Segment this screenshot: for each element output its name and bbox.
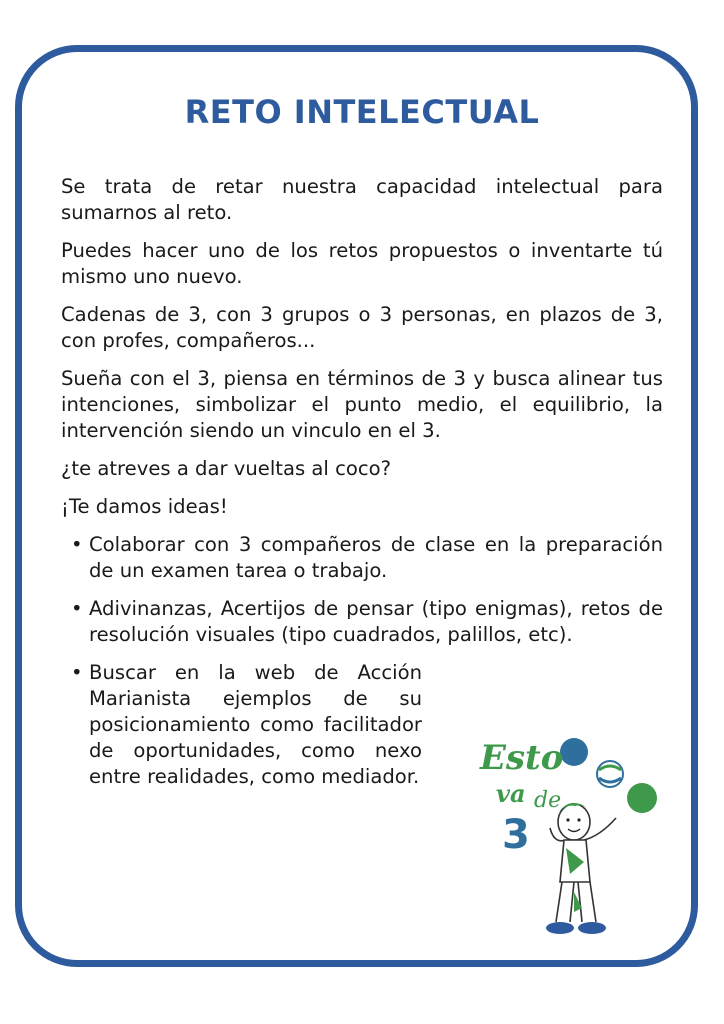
left-shoe-icon	[546, 922, 574, 934]
paragraph: ¡Te damos ideas!	[61, 495, 228, 518]
list-item-text: Adivinanzas, Acertijos de pensar (tipo enigmas), retos de resolución visuales (tipo cuadrados, palillos, etc).	[89, 597, 663, 646]
bullet-icon: •	[71, 533, 83, 556]
paragraph: Se trata de retar nuestra capacidad intelectual para sumarnos al reto.	[61, 175, 663, 224]
list-item	[61, 660, 422, 790]
list-item	[61, 532, 663, 584]
paragraph: Cadenas de 3, con 3 grupos o 3 personas, en plazos de 3, con profes, compañeros...	[61, 303, 663, 352]
left-leg-icon	[556, 882, 562, 922]
green-ball-icon	[627, 783, 657, 813]
logo-word-esto: Esto	[480, 738, 564, 778]
paragraph: Puedes hacer uno de los retos propuestos o inventarte tú mismo uno nuevo.	[61, 239, 663, 288]
logo-number-3: 3	[502, 812, 530, 858]
bullet-icon: •	[71, 597, 83, 620]
logo-word-de: de	[534, 788, 562, 813]
right-shoe-icon	[578, 922, 606, 934]
logo-word-va: va	[496, 779, 526, 808]
list-item	[61, 596, 663, 648]
esto-va-de-3-logo	[470, 732, 670, 942]
list-item-text: Buscar en la web de Acción Marianista ejemplos de su posicionamiento como facilitador de oportunidades, como nexo entre realidades, como mediador.	[89, 661, 422, 788]
page-title: RETO INTELECTUAL	[184, 93, 540, 131]
paragraph: ¿te atreves a dar vueltas al coco?	[61, 457, 392, 480]
list-item-text: Colaborar con 3 compañeros de clase en la preparación de un examen tarea o trabajo.	[89, 533, 663, 582]
blue-ball-icon	[560, 738, 588, 766]
bullet-icon: •	[71, 661, 83, 684]
paragraph: Sueña con el 3, piensa en términos de 3 y busca alinear tus intenciones, simbolizar el punto medio, el equilibrio, la intervención siendo un vinculo en el 3.	[61, 367, 663, 442]
content-body	[61, 174, 663, 802]
head-icon	[558, 804, 590, 840]
